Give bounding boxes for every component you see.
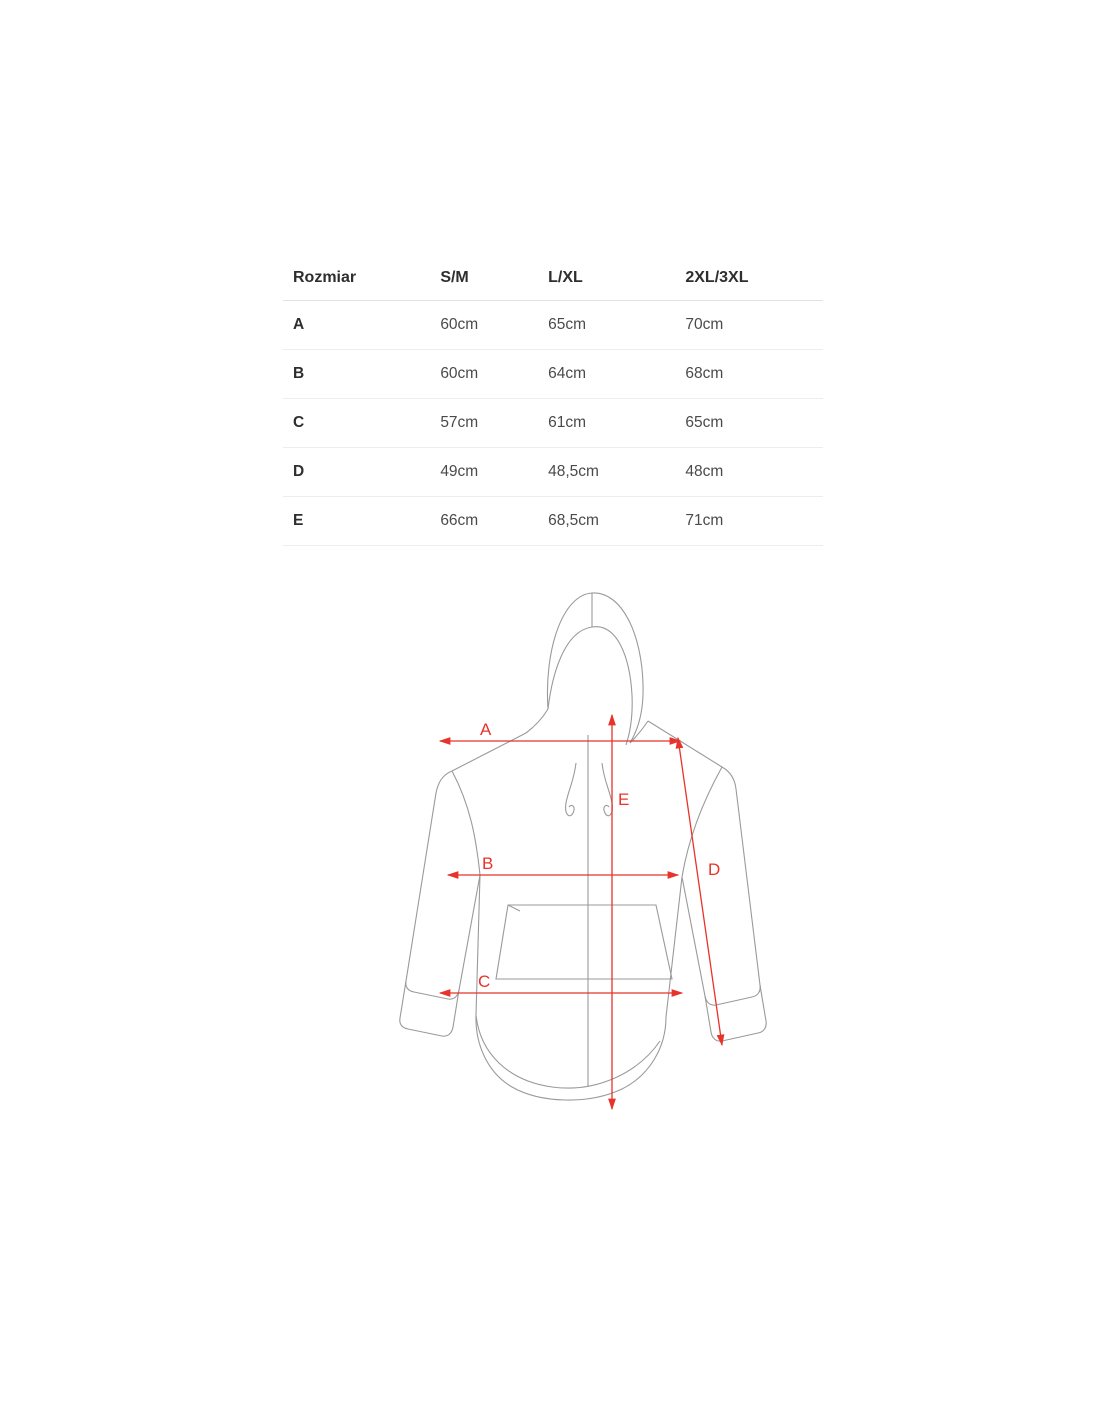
cell-a-lxl: 65cm — [548, 301, 685, 350]
row-key-d: D — [283, 448, 440, 497]
table-row — [283, 399, 823, 448]
measurement-labels — [478, 720, 720, 991]
label-a: A — [480, 720, 492, 739]
table-row — [283, 301, 823, 350]
cell-c-lxl: 61cm — [548, 399, 685, 448]
hoodie-measurement-diagram — [330, 575, 780, 1135]
column-header-sm: S/M — [440, 255, 548, 301]
size-table-head — [283, 255, 823, 301]
cell-c-sm: 57cm — [440, 399, 548, 448]
cell-e-lxl: 68,5cm — [548, 497, 685, 546]
cell-e-2xl3xl: 71cm — [685, 497, 823, 546]
row-key-a: A — [283, 301, 440, 350]
cell-a-2xl3xl: 70cm — [685, 301, 823, 350]
label-e: E — [618, 790, 630, 809]
row-key-b: B — [283, 350, 440, 399]
cell-b-sm: 60cm — [440, 350, 548, 399]
label-b: B — [482, 854, 494, 873]
cell-c-2xl3xl: 65cm — [685, 399, 823, 448]
table-header-row — [283, 255, 823, 301]
row-key-c: C — [283, 399, 440, 448]
column-header-2xl3xl: 2XL/3XL — [685, 255, 823, 301]
column-header-lxl: L/XL — [548, 255, 685, 301]
column-header-size: Rozmiar — [283, 255, 440, 301]
cell-d-sm: 49cm — [440, 448, 548, 497]
cell-a-sm: 60cm — [440, 301, 548, 350]
measurement-arrows — [440, 715, 722, 1109]
table-row — [283, 350, 823, 399]
cell-d-lxl: 48,5cm — [548, 448, 685, 497]
row-key-e: E — [283, 497, 440, 546]
table-row — [283, 448, 823, 497]
size-table-body — [283, 301, 823, 546]
label-d: D — [708, 860, 721, 879]
table-row — [283, 497, 823, 546]
cell-b-2xl3xl: 68cm — [685, 350, 823, 399]
cell-b-lxl: 64cm — [548, 350, 685, 399]
size-table — [283, 255, 823, 546]
cell-d-2xl3xl: 48cm — [685, 448, 823, 497]
cell-e-sm: 66cm — [440, 497, 548, 546]
hoodie-outline — [400, 593, 766, 1100]
label-c: C — [478, 972, 491, 991]
